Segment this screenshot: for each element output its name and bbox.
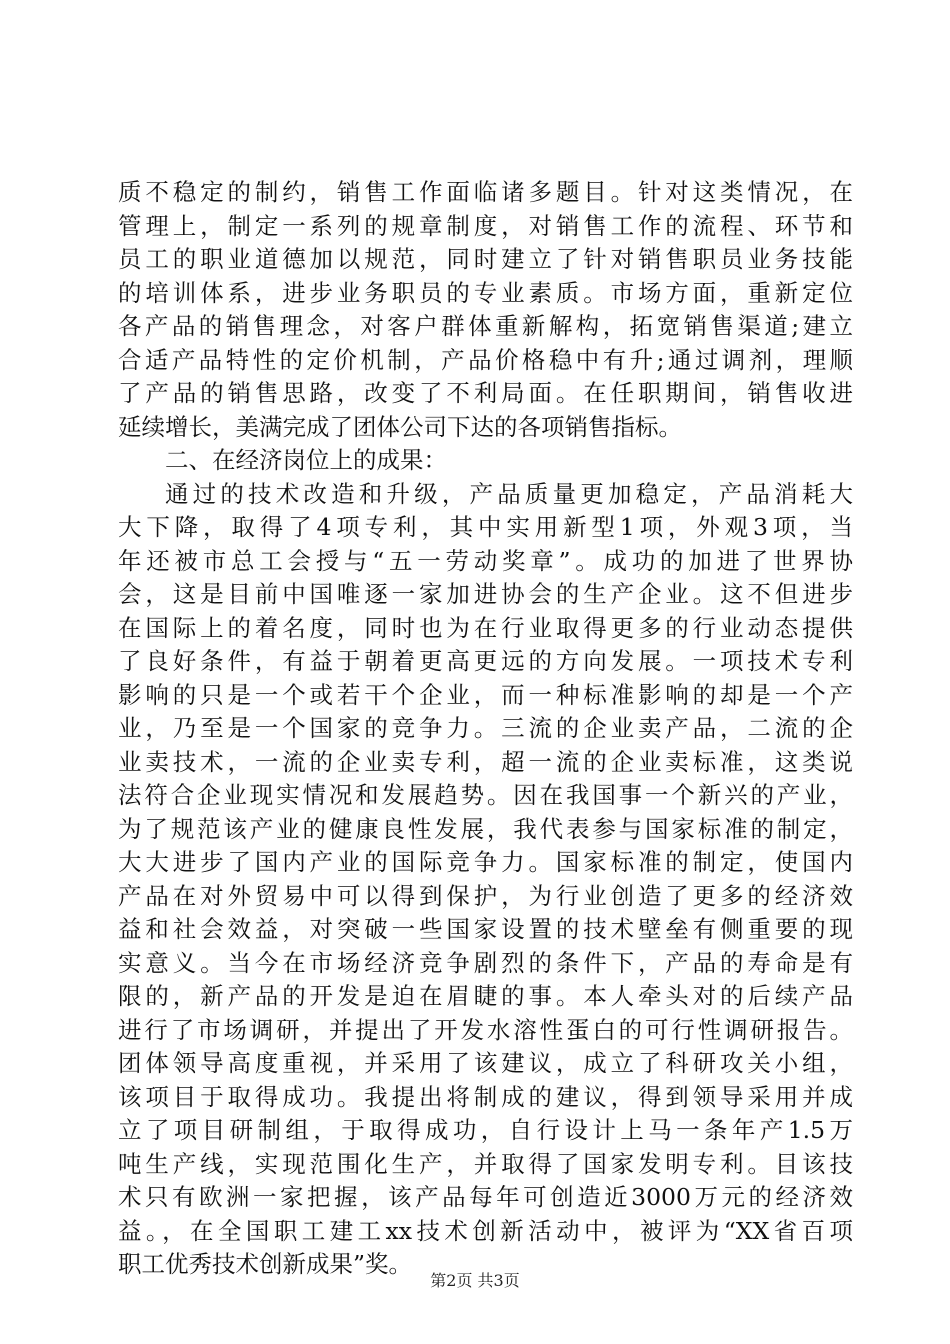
- paragraph-line: 业卖技术，一流的企业卖专利，超一流的企业卖标准，这类说: [118, 747, 853, 776]
- paragraph-line: 延续增长，美满完成了团体公司下达的各项销售指标。: [118, 412, 682, 441]
- paragraph-line: 各产品的销售理念，对客户群体重新解构，拓宽销售渠道;建立: [118, 312, 853, 340]
- paragraph-line: 的培训体系，进步业务职员的专业素质。市场方面，重新定位: [118, 278, 853, 307]
- paragraph-line: 员工的职业道德加以规范，同时建立了针对销售职员业务技能: [118, 245, 853, 273]
- paragraph-line: 通过的技术改造和升级，产品质量更加稳定，产品消耗大: [165, 479, 853, 508]
- paragraph-line: 该项目于取得成功。我提出将制成的建议，得到领导采用并成: [118, 1082, 853, 1111]
- paragraph-line: 合适产品特性的定价机制，产品价格稳中有升;通过调剂，理顺: [118, 345, 853, 374]
- paragraph-line: 了良好条件，有益于朝着更高更远的方向发展。一项技术专利: [118, 647, 853, 675]
- paragraph-line: 产品在对外贸易中可以得到保护，为行业创造了更多的经济效: [118, 881, 853, 910]
- paragraph-line: 了产品的销售思路，改变了不利局面。在任职期间，销售收进: [118, 379, 853, 407]
- paragraph-line: 质不稳定的制约，销售工作面临诸多题目。针对这类情况，在: [118, 178, 853, 206]
- paragraph-line: 管理上，制定一系列的规章制度，对销售工作的流程、环节和: [118, 211, 853, 240]
- paragraph-line: 立了项目研制组，于取得成功，自行设计上马一条年产1.5万: [118, 1116, 853, 1144]
- document-body: [118, 176, 853, 1282]
- paragraph-line: 术只有欧洲一家把握，该产品每年可创造近3000万元的经济效: [118, 1183, 853, 1211]
- paragraph-line: 进行了市场调研，并提出了开发水溶性蛋白的可行性调研报告。: [118, 1015, 853, 1044]
- paragraph-line: 实意义。当今在市场经济竞争剧烈的条件下，产品的寿命是有: [118, 948, 853, 977]
- paragraph-line: 大大进步了国内产业的国际竞争力。国家标准的制定，使国内: [118, 848, 853, 876]
- section-heading: 二、在经济岗位上的成果：: [165, 446, 447, 474]
- paragraph-line: 在国际上的着名度，同时也为在行业取得更多的行业动态提供: [118, 613, 853, 642]
- paragraph-line: 吨生产线，实现范围化生产，并取得了国家发明专利。目该技: [118, 1149, 853, 1178]
- paragraph-line: 法符合企业现实情况和发展趋势。因在我国事一个新兴的产业，: [118, 781, 853, 809]
- paragraph-line: 为了规范该产业的健康良性发展，我代表参与国家标准的制定，: [118, 814, 853, 843]
- paragraph-line: 大下降，取得了4项专利，其中实用新型1项，外观3项，当: [118, 513, 853, 541]
- paragraph-line: 业，乃至是一个国家的竞争力。三流的企业卖产品，二流的企: [118, 714, 853, 742]
- page-number-footer: 第2页 共3页: [430, 1271, 520, 1290]
- paragraph-line: 年还被市总工会授与“五一劳动奖章”。成功的加进了世界协: [118, 546, 853, 575]
- paragraph-line: 益和社会效益，对突破一些国家设置的技术壁垒有侧重要的现: [118, 915, 853, 943]
- paragraph-line: 影响的只是一个或若干个企业，而一种标准影响的却是一个产: [118, 680, 853, 709]
- paragraph-line: 职工优秀技术创新成果”奖。: [118, 1250, 413, 1278]
- paragraph-line: 限的，新产品的开发是迫在眉睫的事。本人牵头对的后续产品: [118, 982, 853, 1010]
- paragraph-line: 会，这是目前中国唯逐一家加进协会的生产企业。这不但进步: [118, 580, 853, 608]
- paragraph-line: 团体领导高度重视，并采用了该建议，成立了科研攻关小组，: [118, 1049, 853, 1077]
- paragraph-line: 益。，在全国职工建工xx技术创新活动中，被评为“XX省百项: [118, 1216, 853, 1245]
